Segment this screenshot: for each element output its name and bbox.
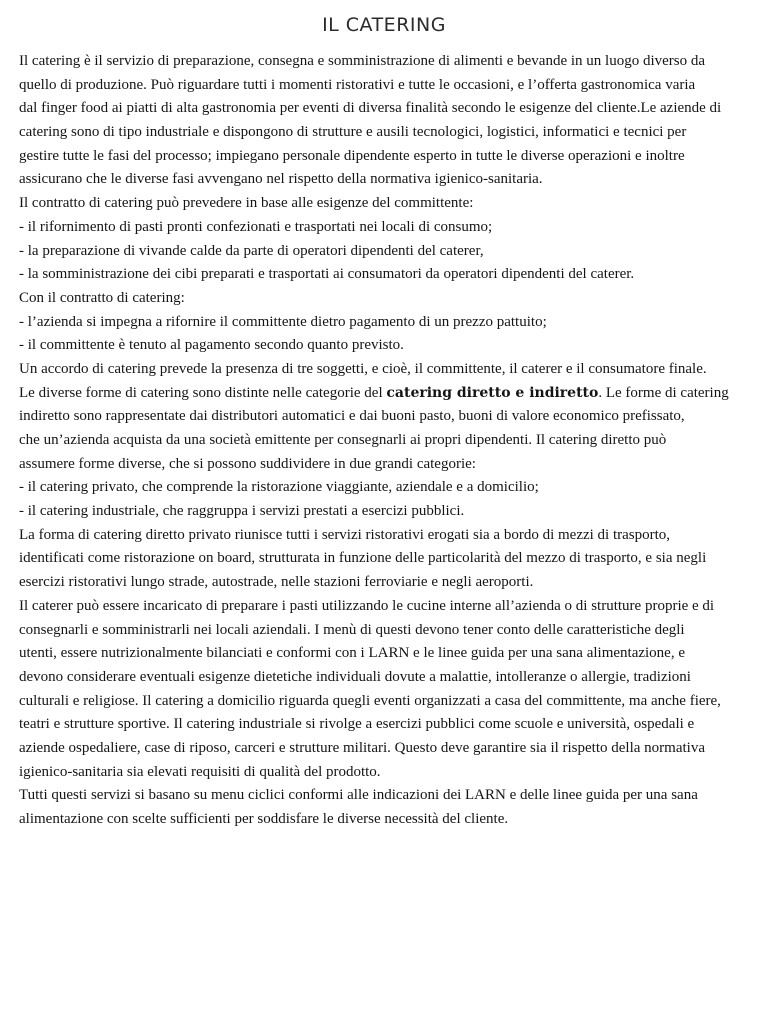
text-line [19,145,764,169]
text-line [19,240,764,264]
text-line [19,453,764,477]
text-segment: - il committente è tenuto al pagamento secondo quanto previsto. [19,337,404,354]
text-segment: assumere forme diverse, che si possono suddividere in due grandi categorie: [19,455,476,472]
text-segment: . Le forme di catering [598,384,729,401]
text-line [19,761,764,785]
text-line [19,311,764,335]
text-segment: Il contratto di catering può prevedere in base alle esigenze del committente: [19,195,474,212]
bold-term: catering diretto e indiretto [386,384,599,401]
text-line [19,808,764,832]
text-segment: - la preparazione di vivande calde da parte di operatori dipendenti del caterer, [19,242,484,259]
text-line [19,571,764,595]
text-line [19,405,764,429]
text-segment: quello di produzione. Può riguardare tutti i momenti ristorativi e tutte le occasioni, e l’offerta gastronomica varia [19,76,696,93]
text-segment: Il caterer può essere incaricato di preparare i pasti utilizzando le cucine interne all’azienda o di strutture proprie e di [19,597,715,614]
text-segment: aziende ospedaliere, case di riposo, carceri e strutture militari. Questo deve garantire sia il rispetto della normativa [19,739,705,756]
text-line [19,121,764,145]
text-line [19,547,764,571]
body-text [19,50,764,832]
text-line [19,595,764,619]
text-segment: - il catering industriale, che raggruppa i servizi prestati a esercizi pubblici. [19,503,465,520]
text-segment: gestire tutte le fasi del processo; impiegano personale dipendente esperto in tutte le diverse operazioni e inoltre [19,147,685,164]
text-line [19,358,764,382]
text-segment: Un accordo di catering prevede la presenza di tre soggetti, e cioè, il committente, il caterer e il consumatore finale. [19,360,707,377]
page-title: IL CATERING [322,14,446,36]
text-segment: igienico-sanitaria sia elevati requisiti di qualità del prodotto. [19,763,381,780]
text-segment: - il catering privato, che comprende la ristorazione viaggiante, aziendale e a domicilio; [19,479,539,496]
text-line [19,642,764,666]
text-line [19,476,764,500]
text-segment: Il catering è il servizio di preparazione, consegna e somministrazione di alimenti e bevande in un luogo diverso da [19,53,706,69]
text-segment: alimentazione con scelte sufficienti per soddisfare le diverse necessità del cliente. [19,811,509,827]
text-segment: devono considerare eventuali esigenze dietetiche individuali dovute a malattie, intolleranze o allergie, tradizioni [19,668,691,685]
text-line [19,168,764,192]
text-segment: - la somministrazione dei cibi preparati e trasportati ai consumatori da operatori dipendenti del caterer. [19,266,635,283]
text-segment: utenti, essere nutrizionalmente bilanciati e conformi con i LARN e le linee guida per una sana alimentazione, e [19,645,685,662]
text-line [19,192,764,216]
text-line [19,50,764,74]
text-segment: identificati come ristorazione on board, strutturata in funzione delle particolarità del mezzo di trasporto, e sia negli [19,550,707,567]
text-line [19,287,764,311]
text-line [19,619,764,643]
text-segment: teatri e strutture sportive. Il catering industriale si rivolge a esercizi pubblici come scuole e università, ospedali e [19,716,695,733]
text-line [19,216,764,240]
text-segment: - il rifornimento di pasti pronti confezionati e trasportati nei locali di consumo; [19,218,493,235]
text-segment: indiretto sono rappresentate dai distributori automatici e dai buoni pasto, buoni di valore economico prefissato, [19,408,685,425]
text-segment: catering sono di tipo industriale e dispongono di strutture e ausili tecnologici, logistici, informatici e tecnici per [19,124,687,141]
text-line [19,74,764,98]
text-segment: che un’azienda acquista da una società emittente per consegnarli ai propri dipendenti. Il catering diretto può [19,432,667,448]
text-segment: assicurano che le diverse fasi avvengano nel rispetto della normativa igienico-sanitaria. [19,171,543,188]
text-segment: Le diverse forme di catering sono distinte nelle categorie del [19,384,387,401]
text-line [19,97,764,121]
text-segment: - l’azienda si impegna a rifornire il committente dietro pagamento di un prezzo pattuito; [19,313,547,330]
text-segment: esercizi ristorativi lungo strade, autostrade, nelle stazioni ferroviarie e negli aeroporti. [19,574,534,591]
text-segment: dal finger food ai piatti di alta gastronomia per eventi di diversa finalità secondo le esigenze del cliente.Le aziende di [19,100,722,117]
text-line [19,334,764,358]
text-line [19,737,764,761]
text-line [19,429,764,453]
text-line [19,784,764,808]
text-line [19,382,764,406]
text-line [19,263,764,287]
text-segment: Tutti questi servizi si basano su menu ciclici conformi alle indicazioni dei LARN e delle linee guida per una sana [19,787,698,804]
text-line [19,690,764,714]
text-line [19,713,764,737]
text-segment: culturali e religiose. Il catering a domicilio riguarda quegli eventi organizzati a casa del committente, ma anche fiere, [19,692,721,709]
text-segment: La forma di catering diretto privato riunisce tutti i servizi ristorativi erogati sia a bordo di mezzi di trasporto, [19,526,671,543]
text-segment: consegnarli e somministrarli nei locali aziendali. I menù di questi devono tener conto delle caratteristiche degli [19,621,685,638]
text-line [19,666,764,690]
text-line [19,500,764,524]
text-segment: Con il contratto di catering: [19,289,185,306]
text-line [19,524,764,548]
